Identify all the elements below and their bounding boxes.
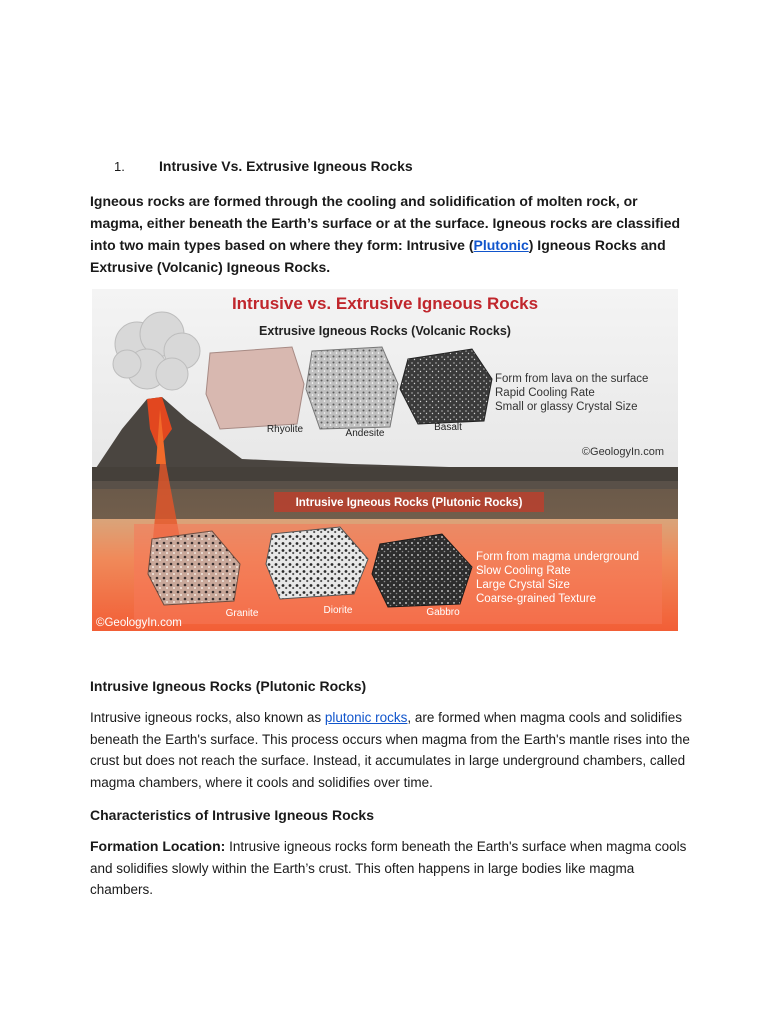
formation-location-label: Formation Location: <box>90 838 226 854</box>
credit-top: ©GeologyIn.com <box>581 446 664 458</box>
intrusive-trait: Form from magma underground <box>476 551 639 563</box>
formation-location-paragraph <box>90 836 690 901</box>
igneous-rocks-figure <box>92 289 678 631</box>
intro-text-2: ) Igneous Rocks and Extrusive (Volcanic) Igneous Rocks. <box>90 237 666 275</box>
rock-label-rhyolite: Rhyolite <box>266 424 304 435</box>
list-number: 1. <box>114 159 125 174</box>
intro-text-1: Igneous rocks are formed through the cooling and solidification of molten rock, or magma, either beneath the Earth’s surface or at the surface. Igneous rocks are classified into two main types based on where they form: Intrusive ( <box>90 193 681 253</box>
paragraph-text-1: Intrusive igneous rocks, also known as <box>90 710 325 725</box>
figure-illustration <box>92 289 678 631</box>
intrusive-label: Intrusive Igneous Rocks (Plutonic Rocks) <box>295 497 523 509</box>
extrusive-trait: Small or glassy Crystal Size <box>495 401 638 413</box>
intrusive-paragraph <box>90 707 690 793</box>
list-item <box>90 158 413 174</box>
intrusive-trait: Coarse-grained Texture <box>476 593 596 605</box>
rock-label-gabbro: Gabbro <box>426 607 460 618</box>
numbered-heading-list <box>90 158 413 174</box>
rock-label-granite: Granite <box>225 608 259 619</box>
plutonic-rocks-link[interactable]: plutonic rocks <box>324 710 408 725</box>
extrusive-trait: Form from lava on the surface <box>495 373 649 385</box>
figure-title: Intrusive vs. Extrusive Igneous Rocks <box>231 294 539 313</box>
rhyolite-rock <box>206 347 304 429</box>
credit-bottom: ©GeologyIn.com <box>96 617 182 629</box>
section-heading-intrusive: Intrusive Igneous Rocks (Plutonic Rocks) <box>90 678 367 694</box>
paragraph-text-2: , are formed when magma cools and solidifies beneath the Earth's surface. This process occurs when magma from the Earth's mantle rises into the crust but does not reach the surface. Instead, it accumulates in large underground chambers, called magma chambers, where it cools and solidifies over time. <box>90 710 690 790</box>
extrusive-trait: Rapid Cooling Rate <box>495 387 595 399</box>
rock-label-diorite: Diorite <box>323 605 353 616</box>
plutonic-link[interactable]: Plutonic <box>473 237 529 253</box>
intrusive-trait: Slow Cooling Rate <box>476 565 571 577</box>
basalt-rock <box>400 349 492 424</box>
intro-paragraph <box>90 190 690 278</box>
section-heading-characteristics: Characteristics of Intrusive Igneous Rocks <box>90 807 374 823</box>
intrusive-trait: Large Crystal Size <box>476 579 570 591</box>
extrusive-label: Extrusive Igneous Rocks (Volcanic Rocks) <box>259 324 511 338</box>
list-heading-text: Intrusive Vs. Extrusive Igneous Rocks <box>159 158 413 174</box>
rock-label-basalt: Basalt <box>434 422 462 433</box>
andesite-rock <box>306 347 398 429</box>
rock-label-andesite: Andesite <box>345 428 385 439</box>
formation-location-text: Intrusive igneous rocks form beneath the Earth's surface when magma cools and solidifies slowly within the Earth’s crust. This often happens in large bodies like magma chambers. <box>90 839 687 897</box>
